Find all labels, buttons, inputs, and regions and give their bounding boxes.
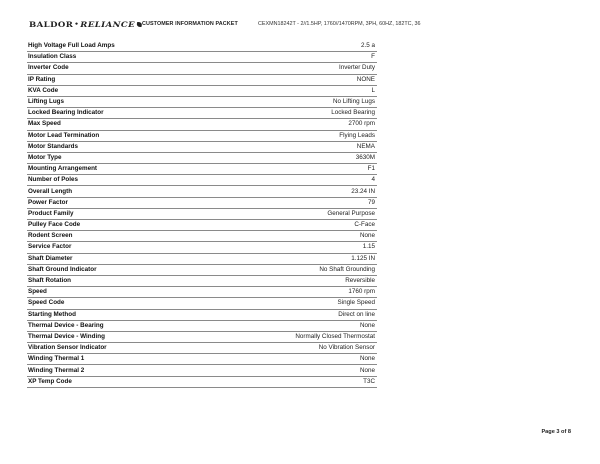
spec-label: Vibration Sensor Indicator	[27, 343, 230, 354]
spec-row	[27, 119, 377, 130]
spec-label: Thermal Device - Bearing	[27, 320, 230, 331]
brand-logo	[29, 20, 142, 29]
spec-value: None	[230, 231, 377, 242]
spec-value: Direct on line	[230, 309, 377, 320]
spec-label: Rodent Screen	[27, 231, 230, 242]
spec-row	[27, 253, 377, 264]
spec-label: Motor Type	[27, 152, 230, 163]
spec-value: None	[230, 320, 377, 331]
spec-value: Inverter Duty	[230, 63, 377, 74]
spec-row	[27, 208, 377, 219]
spec-row	[27, 376, 377, 387]
spec-label: Pulley Face Code	[27, 220, 230, 231]
spec-value: T3C	[230, 376, 377, 387]
spec-value: None	[230, 354, 377, 365]
spec-row	[27, 365, 377, 376]
spec-value: 1.15	[230, 242, 377, 253]
spec-value: 2.5 a	[230, 41, 377, 52]
logo-baldor-text: BALDOR	[29, 20, 74, 29]
spec-label: Speed	[27, 287, 230, 298]
spec-value: Locked Bearing	[230, 108, 377, 119]
spec-row	[27, 175, 377, 186]
spec-row	[27, 287, 377, 298]
spec-row	[27, 343, 377, 354]
spec-value: No Lifting Lugs	[230, 96, 377, 107]
spec-label: Product Family	[27, 208, 230, 219]
spec-row	[27, 130, 377, 141]
spec-label: Starting Method	[27, 309, 230, 320]
spec-row	[27, 186, 377, 197]
spec-label: XP Temp Code	[27, 376, 230, 387]
spec-label: Inverter Code	[27, 63, 230, 74]
spec-value: No Shaft Grounding	[230, 264, 377, 275]
logo-reliance-text: RELIANCE	[80, 20, 136, 29]
spec-value: 2700 rpm	[230, 119, 377, 130]
spec-row	[27, 298, 377, 309]
spec-value: 4	[230, 175, 377, 186]
spec-value: NONE	[230, 74, 377, 85]
spec-label: Motor Lead Termination	[27, 130, 230, 141]
spec-label: Shaft Ground Indicator	[27, 264, 230, 275]
spec-label: Motor Standards	[27, 141, 230, 152]
spec-row	[27, 354, 377, 365]
spec-label: Winding Thermal 2	[27, 365, 230, 376]
spec-row	[27, 52, 377, 63]
spec-label: Speed Code	[27, 298, 230, 309]
spec-label: Insulation Class	[27, 52, 230, 63]
spec-value: Flying Leads	[230, 130, 377, 141]
spec-row	[27, 164, 377, 175]
spec-value: 23.24 IN	[230, 186, 377, 197]
spec-value: Normally Closed Thermostat	[230, 331, 377, 342]
spec-label: Thermal Device - Winding	[27, 331, 230, 342]
spec-table-body	[27, 41, 377, 387]
spec-value: 3630M	[230, 152, 377, 163]
spec-label: High Voltage Full Load Amps	[27, 41, 230, 52]
spec-label: Power Factor	[27, 197, 230, 208]
spec-value: 1760 rpm	[230, 287, 377, 298]
spec-row	[27, 197, 377, 208]
spec-label: Shaft Diameter	[27, 253, 230, 264]
spec-label: Shaft Rotation	[27, 275, 230, 286]
spec-row	[27, 152, 377, 163]
spec-value: General Purpose	[230, 208, 377, 219]
model-description: CEXMN18242T - 2//1.5HP, 1760//1470RPM, 3PH, 60HZ, 182TC, 36	[258, 21, 421, 27]
page-number: Page 3 of 8	[541, 429, 571, 435]
spec-row	[27, 231, 377, 242]
spec-row	[27, 108, 377, 119]
spec-row	[27, 41, 377, 52]
spec-row	[27, 309, 377, 320]
spec-row	[27, 320, 377, 331]
spec-value: L	[230, 85, 377, 96]
spec-label: Winding Thermal 1	[27, 354, 230, 365]
spec-row	[27, 331, 377, 342]
spec-row	[27, 242, 377, 253]
spec-row	[27, 96, 377, 107]
spec-value: C-Face	[230, 220, 377, 231]
spec-label: Max Speed	[27, 119, 230, 130]
logo-dot: •	[74, 21, 80, 28]
spec-label: IP Rating	[27, 74, 230, 85]
spec-row	[27, 275, 377, 286]
spec-label: Locked Bearing Indicator	[27, 108, 230, 119]
spec-label: Service Factor	[27, 242, 230, 253]
spec-row	[27, 85, 377, 96]
spec-value: 1.125 IN	[230, 253, 377, 264]
spec-row	[27, 141, 377, 152]
spec-label: Overall Length	[27, 186, 230, 197]
spec-value: 79	[230, 197, 377, 208]
spec-value: Single Speed	[230, 298, 377, 309]
spec-row	[27, 74, 377, 85]
document-title: CUSTOMER INFORMATION PACKET	[142, 21, 238, 27]
spec-row	[27, 63, 377, 74]
spec-label: Number of Poles	[27, 175, 230, 186]
page-header	[29, 20, 589, 32]
spec-value: F	[230, 52, 377, 63]
spec-table	[27, 41, 377, 388]
spec-value: Reversible	[230, 275, 377, 286]
spec-value: NEMA	[230, 141, 377, 152]
spec-value: F1	[230, 164, 377, 175]
spec-row	[27, 264, 377, 275]
spec-value: None	[230, 365, 377, 376]
spec-value: No Vibration Sensor	[230, 343, 377, 354]
spec-label: Lifting Lugs	[27, 96, 230, 107]
spec-label: Mounting Arrangement	[27, 164, 230, 175]
spec-row	[27, 220, 377, 231]
spec-label: KVA Code	[27, 85, 230, 96]
